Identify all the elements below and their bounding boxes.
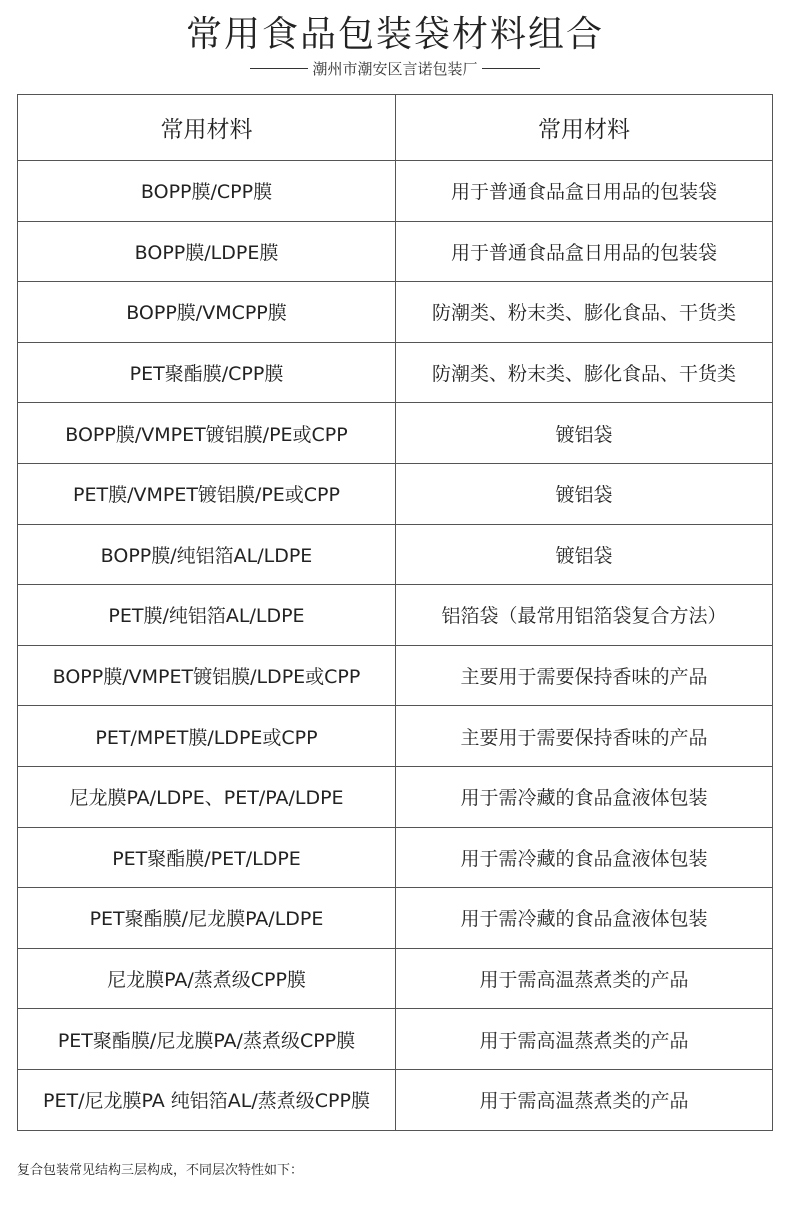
usage-cell: 镀铝袋 bbox=[396, 403, 773, 464]
table-row bbox=[18, 221, 773, 282]
material-combination-cell: PET聚酯膜/CPP膜 bbox=[18, 342, 396, 403]
table-row bbox=[18, 645, 773, 706]
usage-cell: 用于普通食品盒日用品的包装袋 bbox=[396, 161, 773, 222]
material-combination-cell: BOPP膜/纯铝箔AL/LDPE bbox=[18, 524, 396, 585]
table-row bbox=[18, 524, 773, 585]
usage-cell: 用于需高温蒸煮类的产品 bbox=[396, 1069, 773, 1130]
column-header-usage: 常用材料 bbox=[396, 95, 773, 161]
usage-cell: 用于需冷藏的食品盒液体包装 bbox=[396, 827, 773, 888]
table-row bbox=[18, 1069, 773, 1130]
table-row bbox=[18, 585, 773, 646]
table-row bbox=[18, 161, 773, 222]
usage-cell: 镀铝袋 bbox=[396, 463, 773, 524]
material-combination-cell: 尼龙膜PA/蒸煮级CPP膜 bbox=[18, 948, 396, 1009]
table-row bbox=[18, 948, 773, 1009]
material-combination-cell: PET膜/纯铝箔AL/LDPE bbox=[18, 585, 396, 646]
table-row bbox=[18, 463, 773, 524]
page-title: 常用食品包装袋材料组合 bbox=[185, 14, 604, 55]
table-body bbox=[18, 161, 773, 1131]
usage-cell: 用于需高温蒸煮类的产品 bbox=[396, 1009, 773, 1070]
table-row bbox=[18, 766, 773, 827]
table-row bbox=[18, 888, 773, 949]
material-combination-cell: PET聚酯膜/尼龙膜PA/LDPE bbox=[18, 888, 396, 949]
material-combination-cell: PET/MPET膜/LDPE或CPP bbox=[18, 706, 396, 767]
usage-cell: 防潮类、粉末类、膨化食品、干货类 bbox=[396, 342, 773, 403]
usage-cell: 主要用于需要保持香味的产品 bbox=[396, 706, 773, 767]
table-row bbox=[18, 706, 773, 767]
usage-cell: 主要用于需要保持香味的产品 bbox=[396, 645, 773, 706]
materials-table bbox=[17, 94, 773, 1131]
usage-cell: 用于需高温蒸煮类的产品 bbox=[396, 948, 773, 1009]
material-combination-cell: PET聚酯膜/PET/LDPE bbox=[18, 827, 396, 888]
table-row bbox=[18, 827, 773, 888]
column-header-materials: 常用材料 bbox=[18, 95, 396, 161]
usage-cell: 铝箔袋（最常用铝箔袋复合方法） bbox=[396, 585, 773, 646]
material-combination-cell: BOPP膜/VMCPP膜 bbox=[18, 282, 396, 343]
material-combination-cell: PET膜/VMPET镀铝膜/PE或CPP bbox=[18, 463, 396, 524]
table-row bbox=[18, 1009, 773, 1070]
subtitle-rule-right bbox=[482, 68, 540, 69]
material-combination-cell: BOPP膜/LDPE膜 bbox=[18, 221, 396, 282]
subtitle-row bbox=[0, 58, 790, 79]
usage-cell: 用于需冷藏的食品盒液体包装 bbox=[396, 766, 773, 827]
material-combination-cell: PET聚酯膜/尼龙膜PA/蒸煮级CPP膜 bbox=[18, 1009, 396, 1070]
company-name: 潮州市潮安区言诺包装厂 bbox=[312, 60, 478, 78]
usage-cell: 用于普通食品盒日用品的包装袋 bbox=[396, 221, 773, 282]
usage-cell: 镀铝袋 bbox=[396, 524, 773, 585]
subtitle-rule-left bbox=[250, 68, 308, 69]
usage-cell: 防潮类、粉末类、膨化食品、干货类 bbox=[396, 282, 773, 343]
material-combination-cell: BOPP膜/CPP膜 bbox=[18, 161, 396, 222]
usage-cell: 用于需冷藏的食品盒液体包装 bbox=[396, 888, 773, 949]
table-row bbox=[18, 342, 773, 403]
table-header-row bbox=[18, 95, 773, 161]
footnote: 复合包装常见结构三层构成，不同层次特性如下： bbox=[17, 1163, 304, 1178]
material-combination-cell: PET/尼龙膜PA 纯铝箔AL/蒸煮级CPP膜 bbox=[18, 1069, 396, 1130]
material-combination-cell: BOPP膜/VMPET镀铝膜/LDPE或CPP bbox=[18, 645, 396, 706]
table-row bbox=[18, 403, 773, 464]
table-row bbox=[18, 282, 773, 343]
material-combination-cell: BOPP膜/VMPET镀铝膜/PE或CPP bbox=[18, 403, 396, 464]
material-combination-cell: 尼龙膜PA/LDPE、PET/PA/LDPE bbox=[18, 766, 396, 827]
